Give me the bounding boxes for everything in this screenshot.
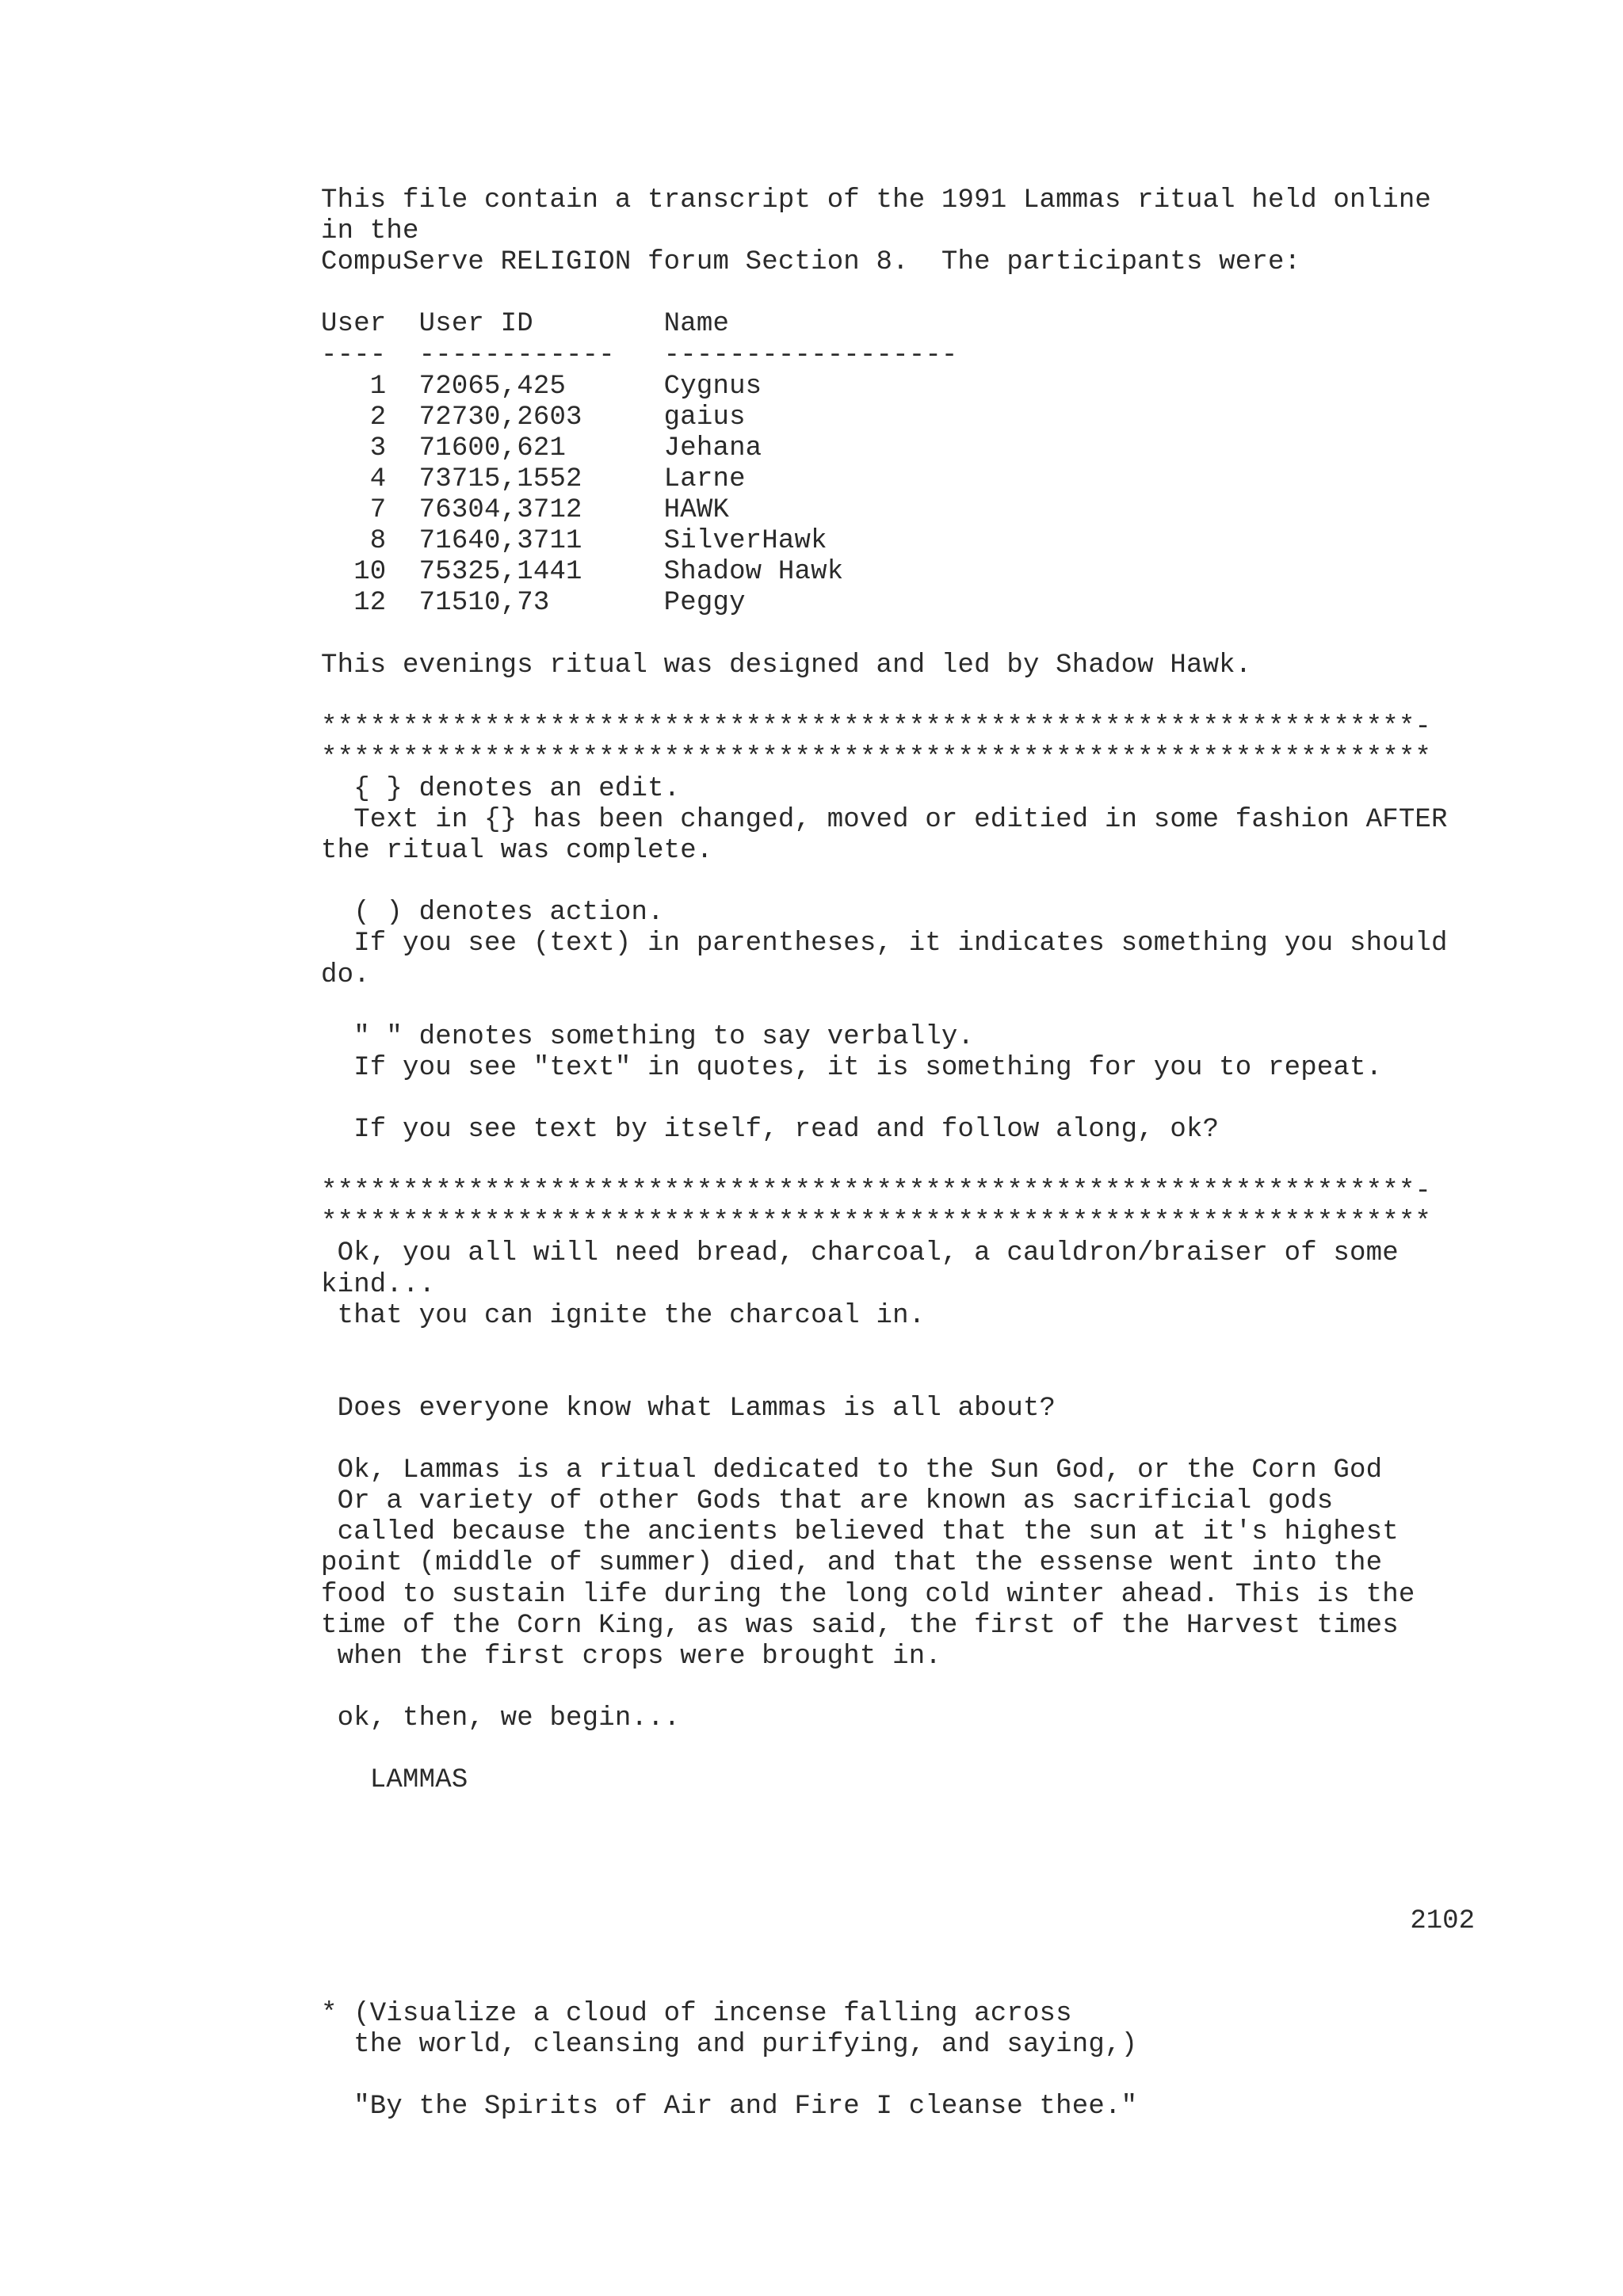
text-line: 3 71600,621 Jehana <box>321 433 762 463</box>
text-line: 2 72730,2603 gaius <box>321 402 746 433</box>
text-line: Ok, Lammas is a ritual dedicated to the Sun God, or the Corn God <box>321 1455 1383 1486</box>
page-number: 2102 <box>1410 1906 1475 1936</box>
text-line: Or a variety of other Gods that are known as sacrificial gods <box>321 1486 1334 1517</box>
text-line: LAMMAS <box>321 1765 468 1796</box>
text-line: 7 76304,3712 HAWK <box>321 495 730 525</box>
text-line: If you see "text" in quotes, it is something for you to repeat. <box>321 1052 1383 1083</box>
text-line: Ok, you all will need bread, charcoal, a cauldron/braiser of some <box>321 1238 1399 1269</box>
text-line: point (middle of summer) died, and that the essense went into the <box>321 1548 1383 1579</box>
text-line: ******************************************************************** <box>321 1207 1432 1238</box>
text-line: If you see text by itself, read and follow along, ok? <box>321 1115 1220 1145</box>
text-line: 10 75325,1441 Shadow Hawk <box>321 557 844 588</box>
text-line: User User ID Name <box>321 309 730 340</box>
text-line: in the <box>321 216 419 247</box>
text-line: time of the Corn King, as was said, the first of the Harvest times <box>321 1610 1399 1641</box>
text-line: Does everyone know what Lammas is all about? <box>321 1393 1056 1424</box>
text-line: *******************************************************************- <box>321 1177 1432 1207</box>
text-line: ******************************************************************** <box>321 742 1432 773</box>
text-line: 4 73715,1552 Larne <box>321 463 746 494</box>
text-line: the world, cleansing and purifying, and saying,) <box>321 2030 1138 2061</box>
text-line: { } denotes an edit. <box>321 773 681 804</box>
text-line: kind... <box>321 1269 436 1300</box>
text-line: ---- ------------ ------------------ <box>321 340 958 371</box>
text-line: * (Visualize a cloud of incense falling across <box>321 1999 1072 2029</box>
text-line: This evenings ritual was designed and led by Shadow Hawk. <box>321 650 1252 681</box>
text-line: 12 71510,73 Peggy <box>321 588 746 619</box>
text-line: Text in {} has been changed, moved or editied in some fashion AFTER <box>321 805 1448 835</box>
text-line: 1 72065,425 Cygnus <box>321 371 762 402</box>
text-line: This file contain a transcript of the 1991 Lammas ritual held online <box>321 185 1432 215</box>
text-line: *******************************************************************- <box>321 711 1432 742</box>
text-line: If you see (text) in parentheses, it indicates something you should <box>321 929 1448 959</box>
text-line: ( ) denotes action. <box>321 898 664 929</box>
text-line: called because the ancients believed that the sun at it's highest <box>321 1517 1399 1548</box>
text-line: ok, then, we begin... <box>321 1703 681 1733</box>
text-line: CompuServe RELIGION forum Section 8. The participants were: <box>321 247 1301 278</box>
text-line: that you can ignite the charcoal in. <box>321 1300 926 1331</box>
text-line: " " denotes something to say verbally. <box>321 1021 975 1052</box>
text-line: food to sustain life during the long cold winter ahead. This is the <box>321 1579 1415 1610</box>
text-line: do. <box>321 959 370 990</box>
text-line: "By the Spirits of Air and Fire I cleanse thee." <box>321 2092 1138 2122</box>
text-line: the ritual was complete. <box>321 836 713 867</box>
text-line: when the first crops were brought in. <box>321 1641 941 1672</box>
text-line: 8 71640,3711 SilverHawk <box>321 526 827 557</box>
